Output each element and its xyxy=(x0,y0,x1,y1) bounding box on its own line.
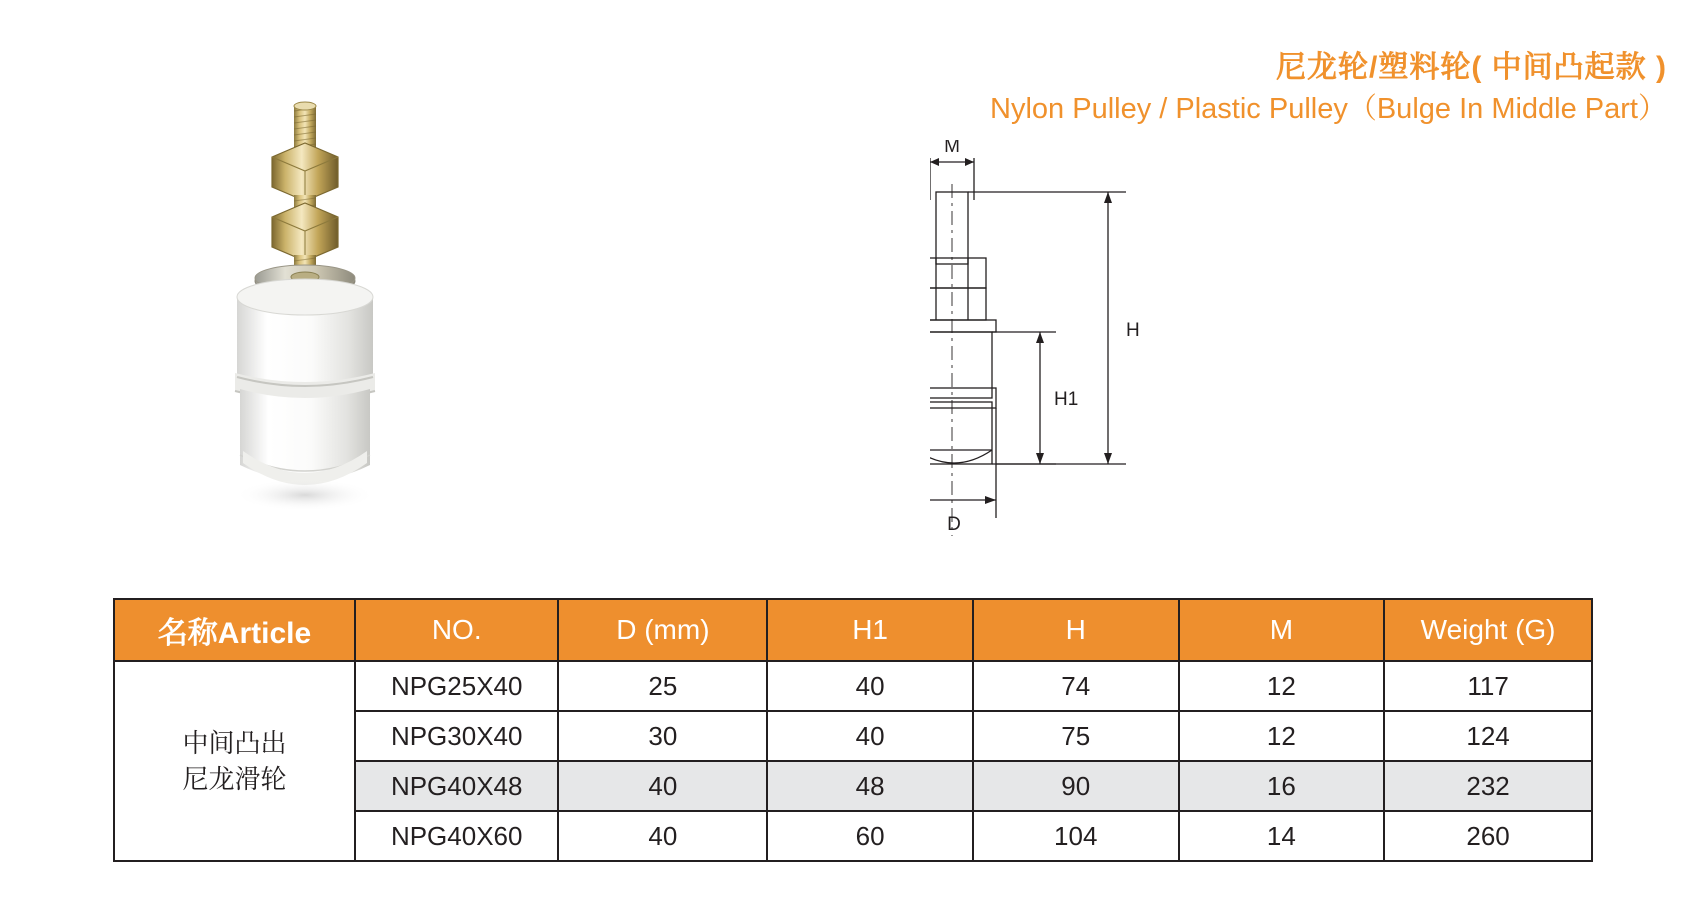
cell-h1: 40 xyxy=(767,711,973,761)
drawing-label-m: M xyxy=(944,140,960,157)
product-title-en: Nylon Pulley / Plastic Pulley（Bulge In Middle Part） xyxy=(990,93,1667,125)
cell-h1: 48 xyxy=(767,761,973,811)
cell-no: NPG40X48 xyxy=(355,761,558,811)
column-header-h1: H1 xyxy=(767,599,973,661)
cell-h1: 60 xyxy=(767,811,973,861)
column-header-d: D (mm) xyxy=(558,599,767,661)
column-header-article: 名称Article xyxy=(114,599,355,661)
column-header-no: NO. xyxy=(355,599,558,661)
technical-drawing xyxy=(930,140,1250,540)
article-name-line-1: 中间凸出 xyxy=(182,728,287,758)
cell-weight: 124 xyxy=(1384,711,1592,761)
article-name-line-2: 尼龙滑轮 xyxy=(182,764,287,794)
cell-no: NPG25X40 xyxy=(355,661,558,711)
cell-m: 12 xyxy=(1179,711,1385,761)
article-name-cell xyxy=(114,661,355,861)
drawing-label-h1: H1 xyxy=(1054,389,1079,410)
cell-weight: 260 xyxy=(1384,811,1592,861)
product-photo xyxy=(215,95,435,515)
product-title-cn: 尼龙轮/塑料轮( 中间凸起款 ) xyxy=(1276,51,1667,84)
cell-h: 75 xyxy=(973,711,1179,761)
table-header-row xyxy=(114,599,1592,661)
cell-d: 40 xyxy=(558,761,767,811)
table-row xyxy=(114,661,1592,711)
cell-d: 40 xyxy=(558,811,767,861)
cell-m: 16 xyxy=(1179,761,1385,811)
specification-table xyxy=(113,598,1593,862)
cell-h: 74 xyxy=(973,661,1179,711)
cell-no: NPG30X40 xyxy=(355,711,558,761)
cell-weight: 117 xyxy=(1384,661,1592,711)
drawing-label-d: D xyxy=(947,514,961,535)
cell-d: 30 xyxy=(558,711,767,761)
product-title-block xyxy=(990,48,1667,130)
column-header-weight: Weight (G) xyxy=(1384,599,1592,661)
cell-weight: 232 xyxy=(1384,761,1592,811)
technical-drawing-illustration xyxy=(930,140,1270,540)
cell-h: 104 xyxy=(973,811,1179,861)
drawing-label-h: H xyxy=(1126,320,1140,341)
column-header-h: H xyxy=(973,599,1179,661)
cell-no: NPG40X60 xyxy=(355,811,558,861)
product-photo-illustration xyxy=(215,95,435,515)
cell-h1: 40 xyxy=(767,661,973,711)
column-header-m: M xyxy=(1179,599,1385,661)
cell-h: 90 xyxy=(973,761,1179,811)
cell-d: 25 xyxy=(558,661,767,711)
cell-m: 14 xyxy=(1179,811,1385,861)
cell-m: 12 xyxy=(1179,661,1385,711)
